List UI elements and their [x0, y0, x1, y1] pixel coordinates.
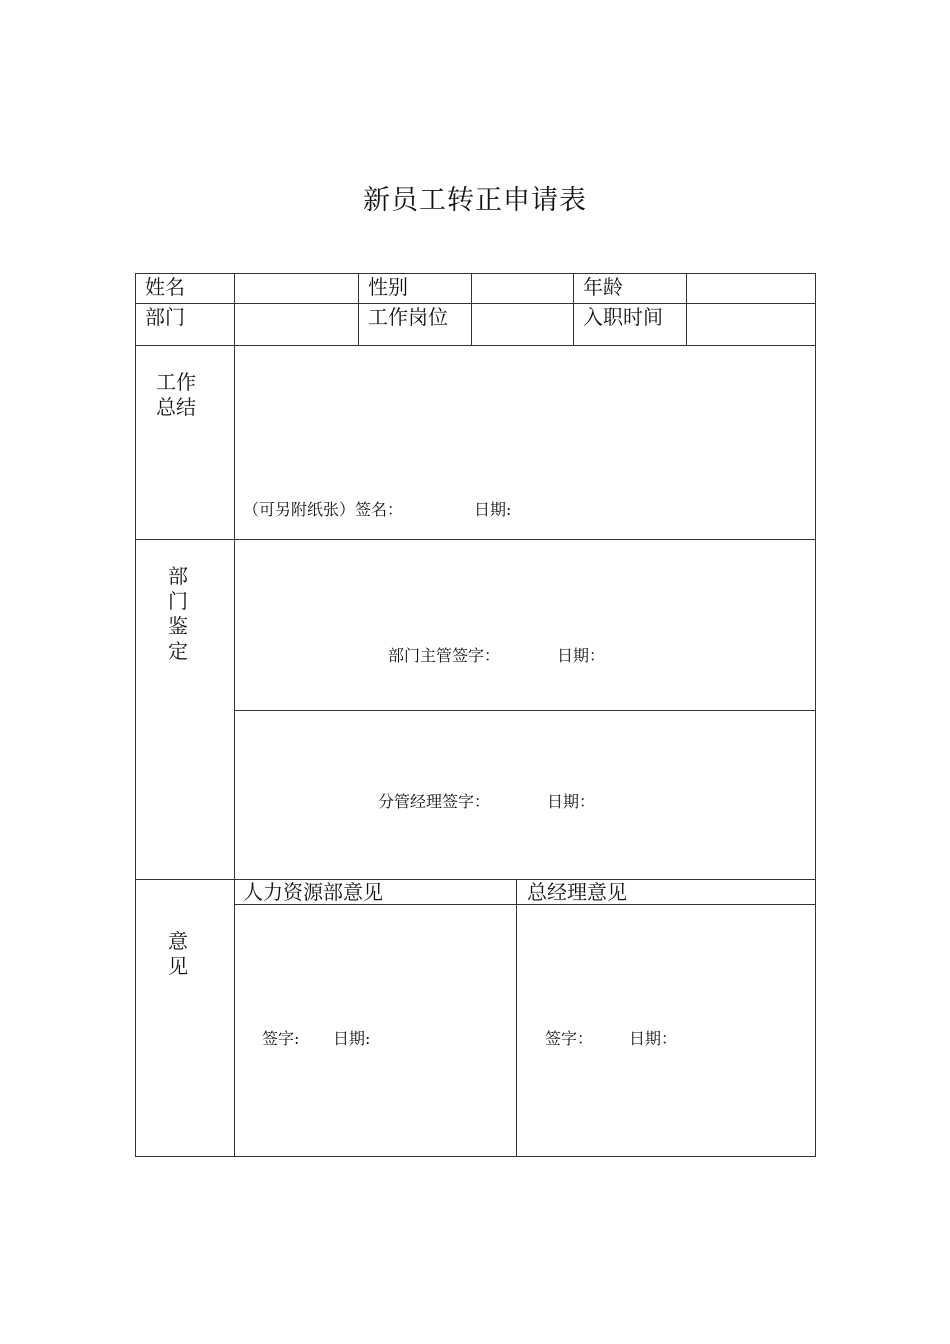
hr-opinion-header: 人力资源部意见: [243, 880, 383, 904]
opinion-char: 见: [168, 954, 188, 978]
gm-date-label: 日期：: [629, 1029, 678, 1048]
gm-sign-label: 签字：: [545, 1029, 594, 1048]
gender-label: 性别: [368, 275, 408, 299]
summary-label-line2: 总结: [156, 395, 196, 419]
dept-eval-char: 门: [168, 589, 188, 613]
summary-date-label: 日期:: [474, 500, 512, 519]
dept-eval-char: 鉴: [168, 614, 188, 638]
manager-comment-field[interactable]: [236, 712, 814, 787]
supervisor-sign-label: 部门主管签字：: [388, 646, 501, 665]
manager-date-label: 日期：: [547, 792, 596, 811]
dept-eval-char: 部: [168, 564, 188, 588]
opinion-char: 意: [168, 929, 188, 953]
hire-date-field[interactable]: [688, 305, 814, 344]
dept-label: 部门: [145, 305, 185, 329]
dept-eval-label: [166, 564, 190, 664]
summary-sign-label: （可另附纸张）签名：: [243, 500, 404, 519]
position-field[interactable]: [473, 305, 572, 344]
hr-sign-label: 签字:: [262, 1029, 300, 1048]
gm-opinion-header: 总经理意见: [527, 880, 627, 904]
age-label: 年龄: [583, 275, 623, 299]
dept-eval-char: 定: [168, 639, 188, 663]
gm-opinion-field[interactable]: [518, 906, 814, 1021]
summary-field[interactable]: [236, 347, 814, 497]
hr-opinion-field[interactable]: [236, 906, 515, 1021]
position-label: 工作岗位: [368, 305, 448, 329]
name-label: 姓名: [145, 275, 185, 299]
hire-date-label: 入职时间: [583, 305, 663, 329]
manager-sign-label: 分管经理签字：: [378, 792, 491, 811]
supervisor-comment-field[interactable]: [236, 541, 814, 641]
dept-field[interactable]: [236, 305, 357, 344]
gender-field[interactable]: [473, 275, 572, 302]
age-field[interactable]: [688, 275, 814, 302]
hr-date-label: 日期:: [333, 1029, 371, 1048]
opinion-label: [166, 929, 190, 979]
page-title: 新员工转正申请表: [363, 185, 587, 216]
supervisor-date-label: 日期：: [557, 646, 606, 665]
summary-label-line1: 工作: [156, 370, 196, 394]
name-field[interactable]: [236, 275, 357, 302]
